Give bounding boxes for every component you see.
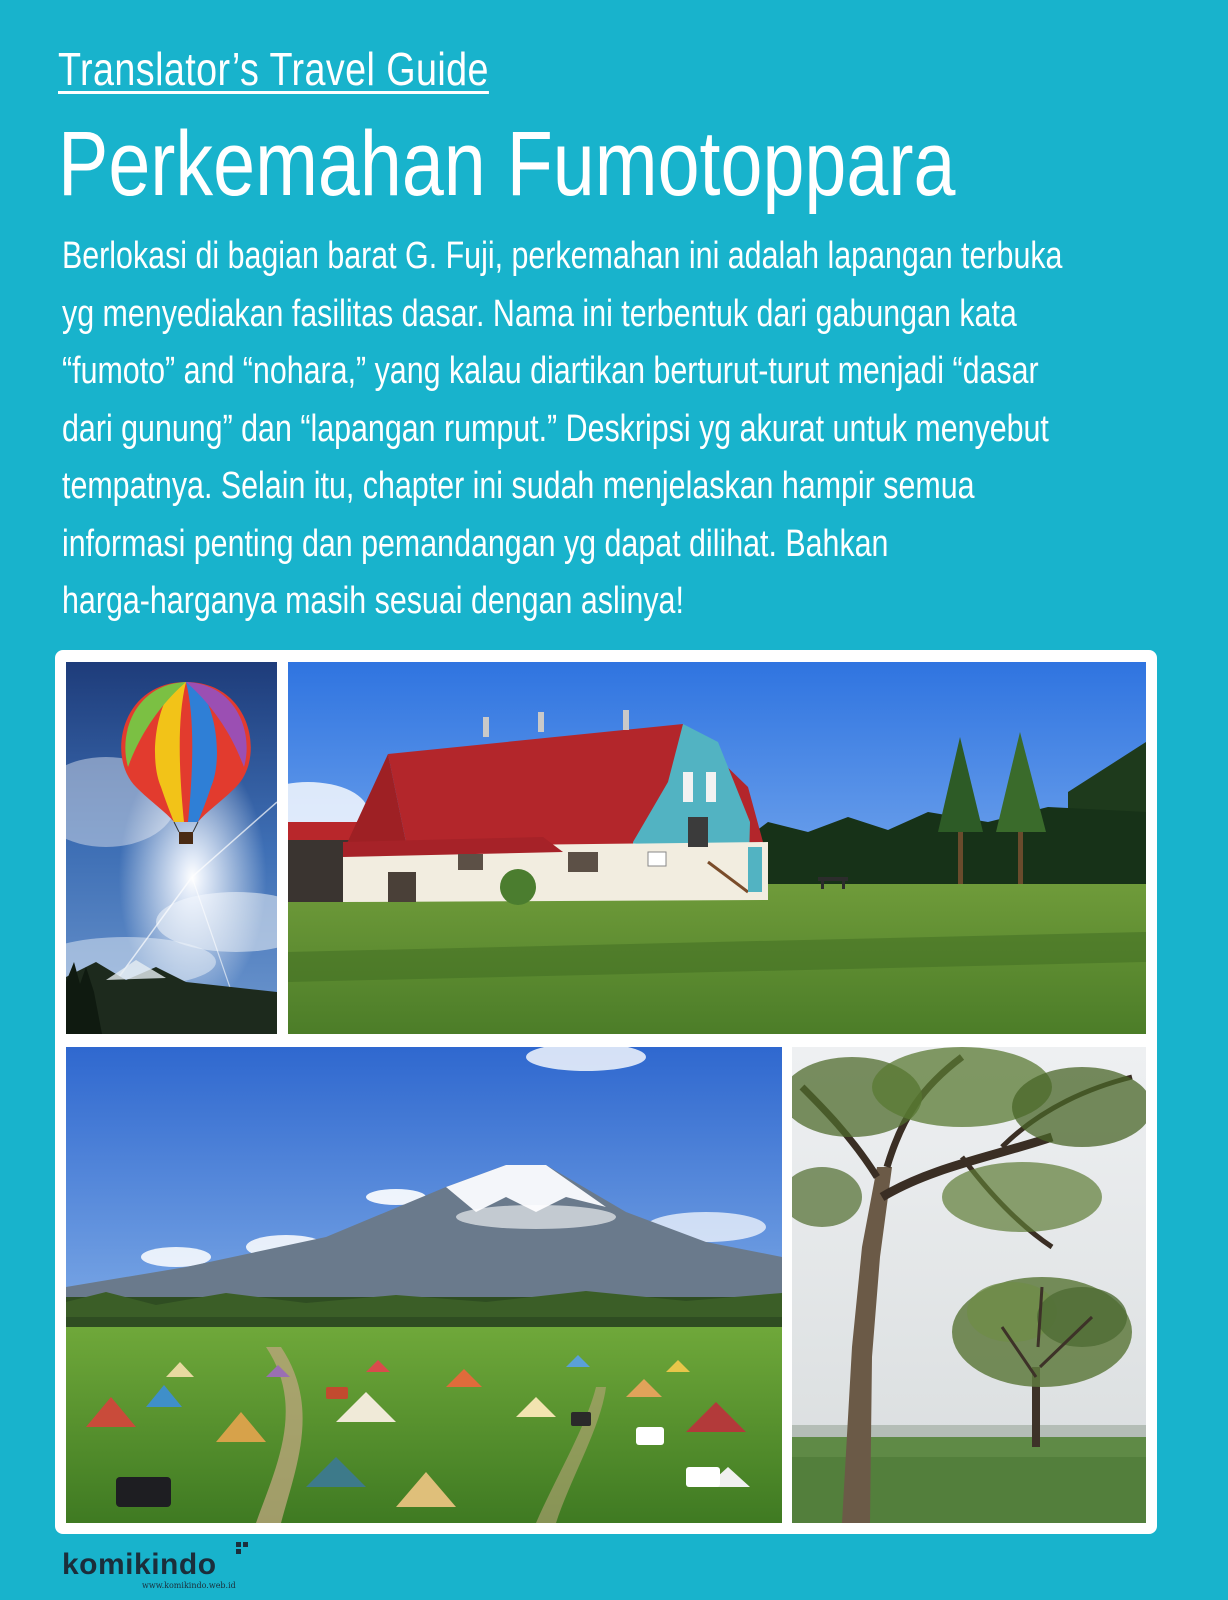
description-line: dari gunung” dan “lapangan rumput.” Deskripsi yg akurat untuk menyebut [62, 407, 1049, 450]
description [62, 228, 1160, 631]
website-url: www.komikindo.web.id [142, 1581, 236, 1590]
page-title: Perkemahan Fumotoppara [58, 113, 956, 215]
komikindo-logo: komikindo [62, 1548, 217, 1581]
logo-mark-icon [236, 1542, 250, 1556]
description-line: informasi penting dan pemandangan yg dapat dilihat. Bahkan [62, 522, 889, 565]
description-line: “fumoto” and “nohara,” yang kalau diartikan berturut-turut menjadi “dasar [62, 350, 1039, 392]
guide-kicker: Translator’s Travel Guide [58, 43, 489, 95]
fuji-campsite-photo [66, 1047, 782, 1523]
balloon-photo [66, 662, 277, 1034]
description-line: yg menyediakan fasilitas dasar. Nama ini terbentuk dari gabungan kata [62, 292, 1017, 335]
description-line: harga-harganya masih sesuai dengan aslinya! [62, 580, 684, 622]
description-line: tempatnya. Selain itu, chapter ini sudah menjelaskan hampir semua [62, 465, 975, 507]
barn-photo [288, 662, 1146, 1034]
description-line: Berlokasi di bagian barat G. Fuji, perkemahan ini adalah lapangan terbuka [62, 235, 1063, 277]
trees-photo [792, 1047, 1146, 1523]
